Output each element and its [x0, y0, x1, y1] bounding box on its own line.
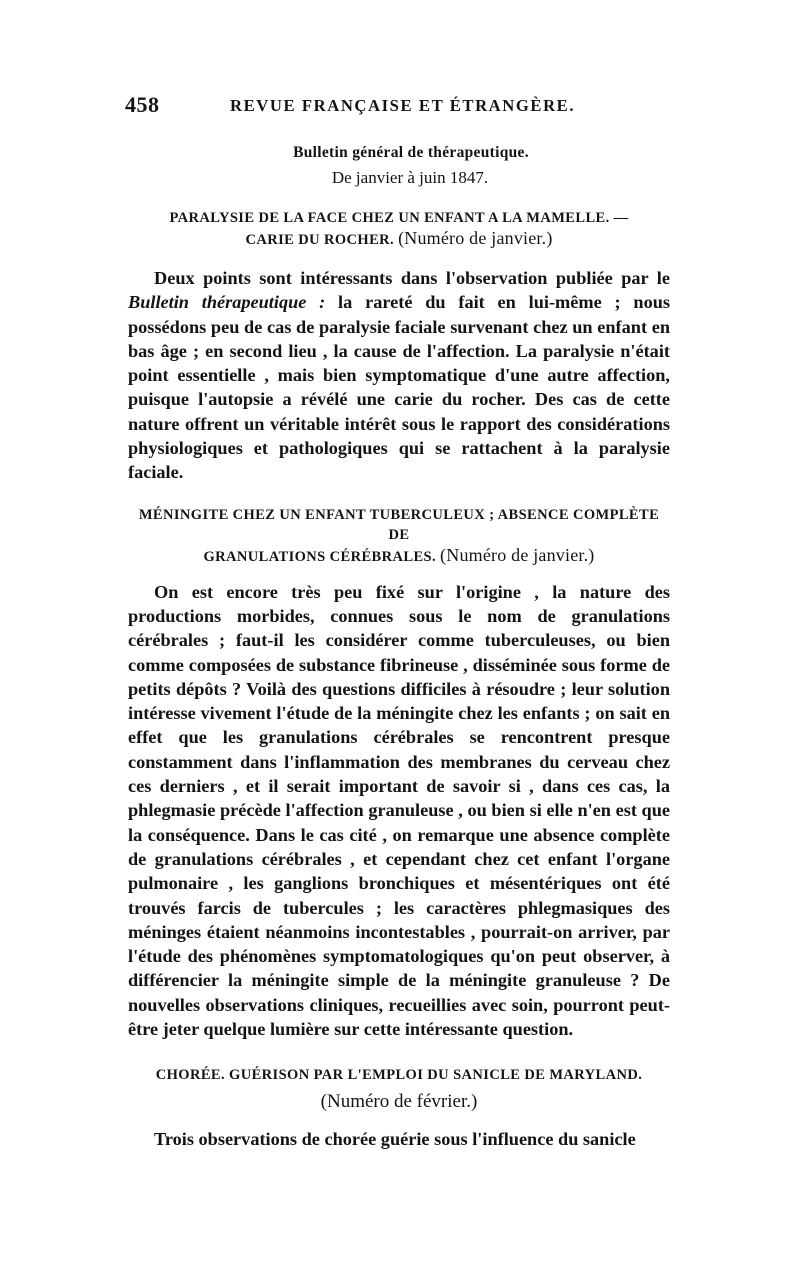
paragraph-paralysie: [128, 266, 670, 485]
running-head: [125, 92, 670, 126]
issue-reference: (Numéro de février.): [320, 1091, 478, 1113]
section-title-line: MÉNINGITE CHEZ UN ENFANT TUBERCULEUX ; ABSENCE COMPLÈTE DE: [138, 506, 660, 543]
section-title-choree: CHORÉE. GUÉRISON PAR L'EMPLOI DU SANICLE DE MARYLAND.: [155, 1067, 643, 1084]
issue-reference: (Numéro de janvier.): [398, 228, 553, 248]
section-title-caps: GRANULATIONS CÉRÉBRALES.: [203, 548, 437, 565]
paragraph-text: Deux points sont intéressants dans l'observation publiée par le: [154, 268, 670, 288]
paragraph-text: la rareté du fait en lui-même ; nous possédons peu de cas de paralysie faciale survenant chez un enfant en bas âge ; en second lieu , la cause de l'affection. La paralysie n'était point essentielle , mais bien symptomatique d'une autre affection, puisque l'autopsie a révélé une carie du rocher. Des cas de cette nature offrent un véritable intérêt sous le rapport des considérations physiologiques et pathologiques qui se rattachent à la paralysie faciale.: [128, 292, 670, 483]
page: [125, 92, 670, 1152]
bulletin-title: Bulletin général de thérapeutique.: [293, 144, 529, 161]
bulletin-dates: De janvier à juin 1847.: [331, 168, 489, 187]
page-number: 458: [125, 92, 160, 117]
section-title-line: [128, 228, 670, 250]
issue-reference: (Numéro de janvier.): [440, 544, 595, 565]
section-title-meningite: [128, 505, 670, 567]
section-title-line: [128, 545, 670, 567]
section-title-line: PARALYSIE DE LA FACE CHEZ UN ENFANT A LA MAMELLE. —: [169, 210, 629, 226]
journal-name-italic: Bulletin thérapeutique :: [128, 292, 326, 313]
section-title-caps: CARIE DU ROCHER.: [245, 232, 395, 248]
paragraph-choree: Trois observations de chorée guérie sous l'influence du sanicle: [154, 1129, 636, 1150]
paragraph-meningite: On est encore très peu fixé sur l'origine , la nature des productions morbides, connues sous le nom de granulations cérébrales ; faut-il les considérer comme tuberculeuses, ou bien comme composées de substance fibrineuse , disséminée sous forme de petits dépôts ? Voilà des questions difficiles à résoudre ; leur solution intéresse vivement l'étude de la méningite chez les enfants ; on sait en effet que les granulations cérébrales se rencontrent presque constamment dans l'inflammation des membranes du cerveau chez ces derniers , et il serait important de savoir si , dans ces cas, la phlegmasie précède l'affection granuleuse , ou bien si elle n'en est que la conséquence. Dans le cas cité , on remarque une absence complète de granulations cérébrales , et cependant chez cet enfant l'organe pulmonaire , les ganglions bronchiques et mésentériques ont été trouvés farcis de tubercules ; les caractères phlegmasiques des méninges étaient néanmoins incontestables , pourrait-on arriver, par l'étude des phénomènes symptomatologiques qu'on peut observer, à différencier la méningite simple de la méningite granuleuse ? De nouvelles observations cliniques, recueillies avec soin, pourront peut-être jeter quelque lumière sur cette intéressante question.: [128, 581, 670, 1040]
section-title-paralysie: [128, 208, 670, 250]
journal-title: REVUE FRANÇAISE ET ÉTRANGÈRE.: [230, 96, 576, 115]
